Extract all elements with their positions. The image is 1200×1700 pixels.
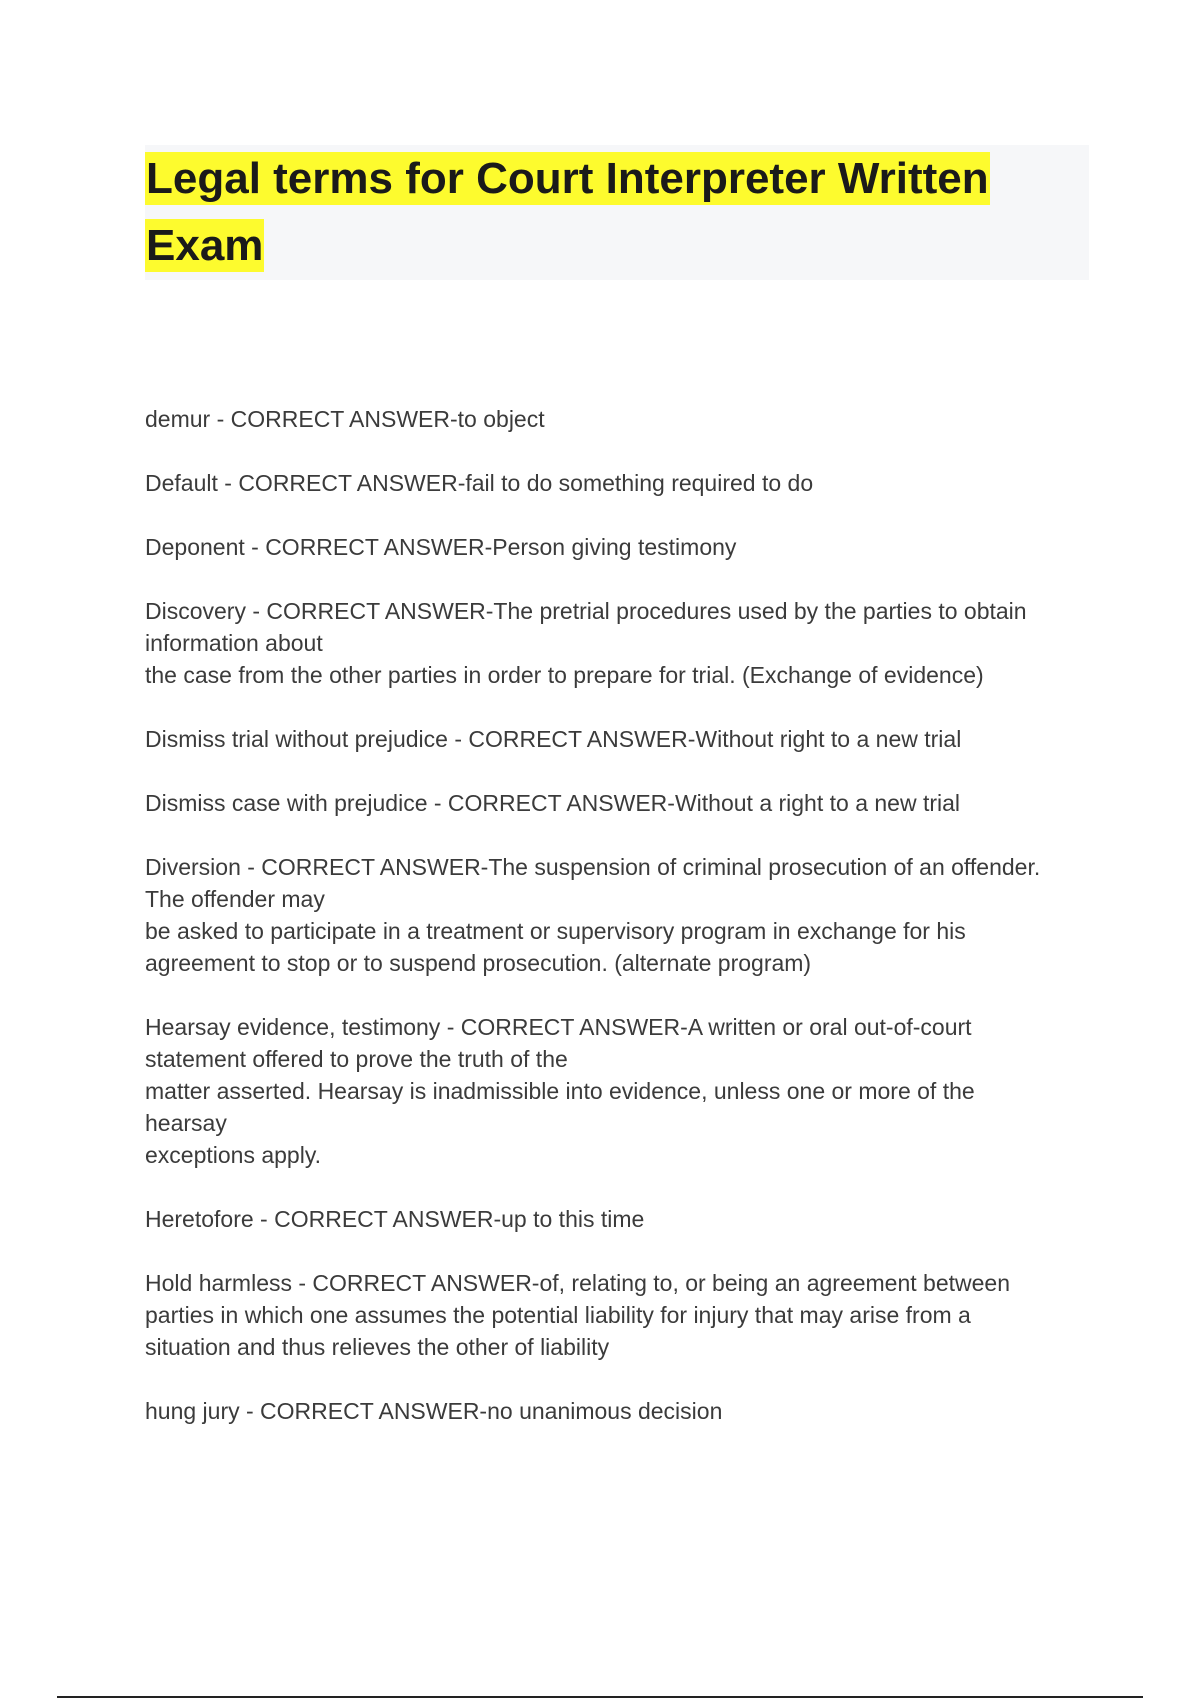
term-entry-line: demur - CORRECT ANSWER-to object [145, 406, 545, 432]
term-entry-line: be asked to participate in a treatment or supervisory program in exchange for his [145, 918, 966, 944]
term-entry [145, 787, 1100, 819]
term-entry-line: parties in which one assumes the potential liability for injury that may arise from a [145, 1302, 971, 1328]
term-entry-line: Dismiss case with prejudice - CORRECT ANSWER-Without a right to a new trial [145, 790, 961, 816]
term-list [145, 403, 1100, 1459]
term-entry-line: Default - CORRECT ANSWER-fail to do something required to do [145, 470, 814, 496]
term-entry-line: matter asserted. Hearsay is inadmissible into evidence, unless one or more of the [145, 1078, 975, 1104]
title-highlight [145, 152, 990, 272]
term-entry-line: Deponent - CORRECT ANSWER-Person giving testimony [145, 534, 737, 560]
term-entry [145, 403, 1100, 435]
term-entry-line: hearsay [145, 1110, 227, 1136]
term-entry [145, 531, 1100, 563]
term-entry [145, 467, 1100, 499]
term-entry [145, 851, 1100, 979]
term-entry-line: hung jury - CORRECT ANSWER-no unanimous decision [145, 1398, 723, 1424]
title-line-1: Legal terms for Court Interpreter Written [146, 154, 989, 203]
term-entry [145, 595, 1100, 691]
term-entry-line: exceptions apply. [145, 1142, 322, 1168]
term-entry [145, 1395, 1100, 1427]
term-entry-line: The offender may [145, 886, 325, 912]
term-entry [145, 1267, 1100, 1363]
term-entry-line: Discovery - CORRECT ANSWER-The pretrial procedures used by the parties to obtain [145, 598, 1027, 624]
term-entry [145, 1011, 1100, 1171]
term-entry [145, 1203, 1100, 1235]
term-entry-line: the case from the other parties in order to prepare for trial. (Exchange of evidence) [145, 662, 984, 688]
term-entry-line: situation and thus relieves the other of liability [145, 1334, 610, 1360]
term-entry-line: Hold harmless - CORRECT ANSWER-of, relating to, or being an agreement between [145, 1270, 1011, 1296]
term-entry-line: agreement to stop or to suspend prosecution. (alternate program) [145, 950, 812, 976]
term-entry-line: Diversion - CORRECT ANSWER-The suspension of criminal prosecution of an offender. [145, 854, 1041, 880]
title-line-2: Exam [146, 221, 264, 270]
term-entry [145, 723, 1100, 755]
term-entry-line: information about [145, 630, 323, 656]
term-entry-line: Dismiss trial without prejudice - CORRECT ANSWER-Without right to a new trial [145, 726, 962, 752]
term-entry-line: Heretofore - CORRECT ANSWER-up to this time [145, 1206, 645, 1232]
footer-divider [57, 1696, 1143, 1698]
document-title [145, 145, 1089, 279]
term-entry-line: statement offered to prove the truth of the [145, 1046, 568, 1072]
title-block [145, 145, 1089, 280]
term-entry-line: Hearsay evidence, testimony - CORRECT ANSWER-A written or oral out-of-court [145, 1014, 972, 1040]
